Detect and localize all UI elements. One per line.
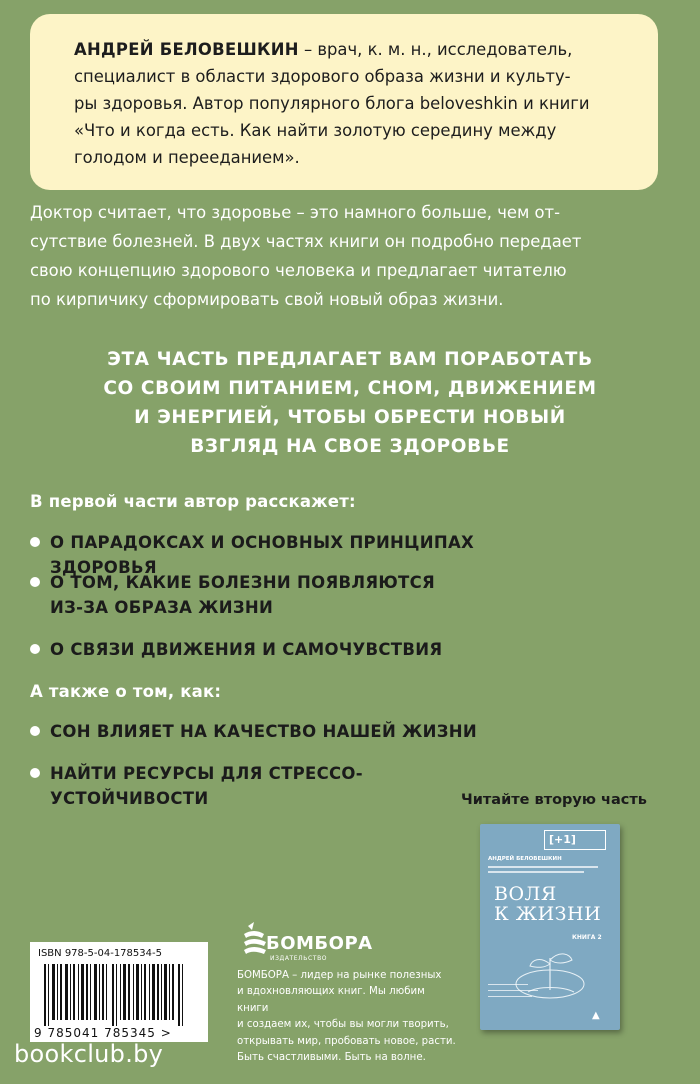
book-part-label: КНИГА 2 — [572, 934, 602, 941]
bullet-dot — [30, 537, 40, 547]
divider — [488, 996, 532, 997]
intro-line: свою концепцию здорового человека и предлагает читателю — [30, 261, 567, 280]
bullet-dot — [30, 577, 40, 587]
author-name: АНДРЕЙ БЕЛОВЕШКИН — [74, 40, 299, 59]
headline-line: ЭТА ЧАСТЬ ПРЕДЛАГАЕТ ВАМ ПОРАБОТАТЬ — [107, 349, 593, 370]
headline — [20, 345, 680, 461]
author-bio-text: – врач, к. м. н., исследователь, — [298, 40, 573, 59]
author-bio-line: специалист в области здорового образа жизни и культу- — [74, 67, 571, 86]
book-title-line: ВОЛЯ — [494, 883, 557, 905]
barcode-icon — [44, 964, 196, 1026]
headline-line: ВЗГЛЯД НА СВОЕ ЗДОРОВЬЕ — [190, 436, 510, 457]
intro-line: по кирпичику сформировать свой новый образ жизни. — [30, 290, 504, 309]
divider — [488, 866, 598, 868]
publisher-description-line: Быть счастливыми. Быть на волне. — [237, 1052, 426, 1064]
read-second-part-caption: Читайте вторую часть — [461, 792, 647, 808]
list-item-text: УСТОЙЧИВОСТИ — [50, 789, 209, 808]
list-item-text: О СВЯЗИ ДВИЖЕНИЯ И САМОЧУВСТВИЯ — [50, 640, 443, 659]
divider — [488, 990, 538, 991]
list-item — [30, 719, 550, 744]
book-title — [494, 884, 601, 924]
author-bio-line: «Что и когда есть. Как найти золотую середину между — [74, 121, 557, 140]
divider — [488, 871, 584, 873]
headline-line: СО СВОИМ ПИТАНИЕМ, СНОМ, ДВИЖЕНИЕМ — [103, 378, 597, 399]
list-item-text: СОН ВЛИЯЕТ НА КАЧЕСТВО НАШЕЙ ЖИЗНИ — [50, 722, 477, 741]
book-title-line: К ЖИЗНИ — [494, 903, 602, 925]
bombora-logo-icon — [242, 922, 268, 962]
list-item — [30, 570, 550, 620]
book-author: АНДРЕЙ БЕЛОВЕШКИН — [488, 856, 562, 862]
second-book-cover — [480, 824, 620, 1030]
publisher-description-line: и создаем их, чтобы вы могли творить, — [237, 1019, 449, 1031]
publisher-small-logo-icon: ▲ — [592, 1010, 600, 1021]
barcode-number: 9 785041 785345 > — [34, 1026, 172, 1040]
plus-one-badge: [+1] — [544, 830, 606, 850]
publisher-description-line: БОМБОРА – лидер на рынке полезных — [237, 970, 442, 981]
author-bio-line: голодом и перееданием». — [74, 148, 300, 167]
publisher-description-line: и вдохновляющих книг. Мы любим книги — [237, 986, 425, 1014]
isbn-text: ISBN 978-5-04-178534-5 — [38, 948, 162, 959]
bullet-dot — [30, 644, 40, 654]
website-watermark: bookclub.by — [14, 1040, 164, 1068]
publisher-description-line: открывать мир, пробовать новое, расти. — [237, 1035, 456, 1047]
list-item-text: О ТОМ, КАКИЕ БОЛЕЗНИ ПОЯВЛЯЮТСЯ — [50, 573, 435, 592]
intro-line: сутствие болезней. В двух частях книги он подробно передает — [30, 232, 582, 251]
author-bio-box — [30, 14, 658, 190]
bullet-dot — [30, 726, 40, 736]
author-bio-line — [74, 36, 630, 63]
intro-paragraph — [30, 198, 658, 314]
intro-line: Доктор считает, что здоровье – это намного больше, чем от- — [30, 203, 561, 222]
isbn-barcode-label — [30, 942, 208, 1042]
author-bio-line: ры здоровья. Автор популярного блога beloveshkin и книги — [74, 94, 590, 113]
headline-line: И ЭНЕРГИЕЙ, ЧТОБЫ ОБРЕСТИ НОВЫЙ — [134, 407, 566, 428]
list-item-text: НАЙТИ РЕСУРСЫ ДЛЯ СТРЕССО- — [50, 764, 363, 783]
divider — [488, 984, 528, 985]
publisher-name: БОМБОРА — [266, 933, 373, 954]
publisher-subtitle: ИЗДАТЕЛЬСТВО — [270, 955, 328, 962]
list-item — [30, 637, 550, 662]
publisher-description — [237, 968, 457, 1066]
list-item-text: О ПАРАДОКСАХ И ОСНОВНЫХ ПРИНЦИПАХ ЗДОРОВЬЯ — [50, 533, 475, 577]
bullet-dot — [30, 768, 40, 778]
list-item-text: ИЗ-ЗА ОБРАЗА ЖИЗНИ — [50, 598, 274, 617]
part1-title: В первой части автор расскажет: — [30, 492, 356, 511]
part2-title: А также о том, как: — [30, 682, 222, 701]
sprout-illustration-icon — [510, 942, 590, 1002]
